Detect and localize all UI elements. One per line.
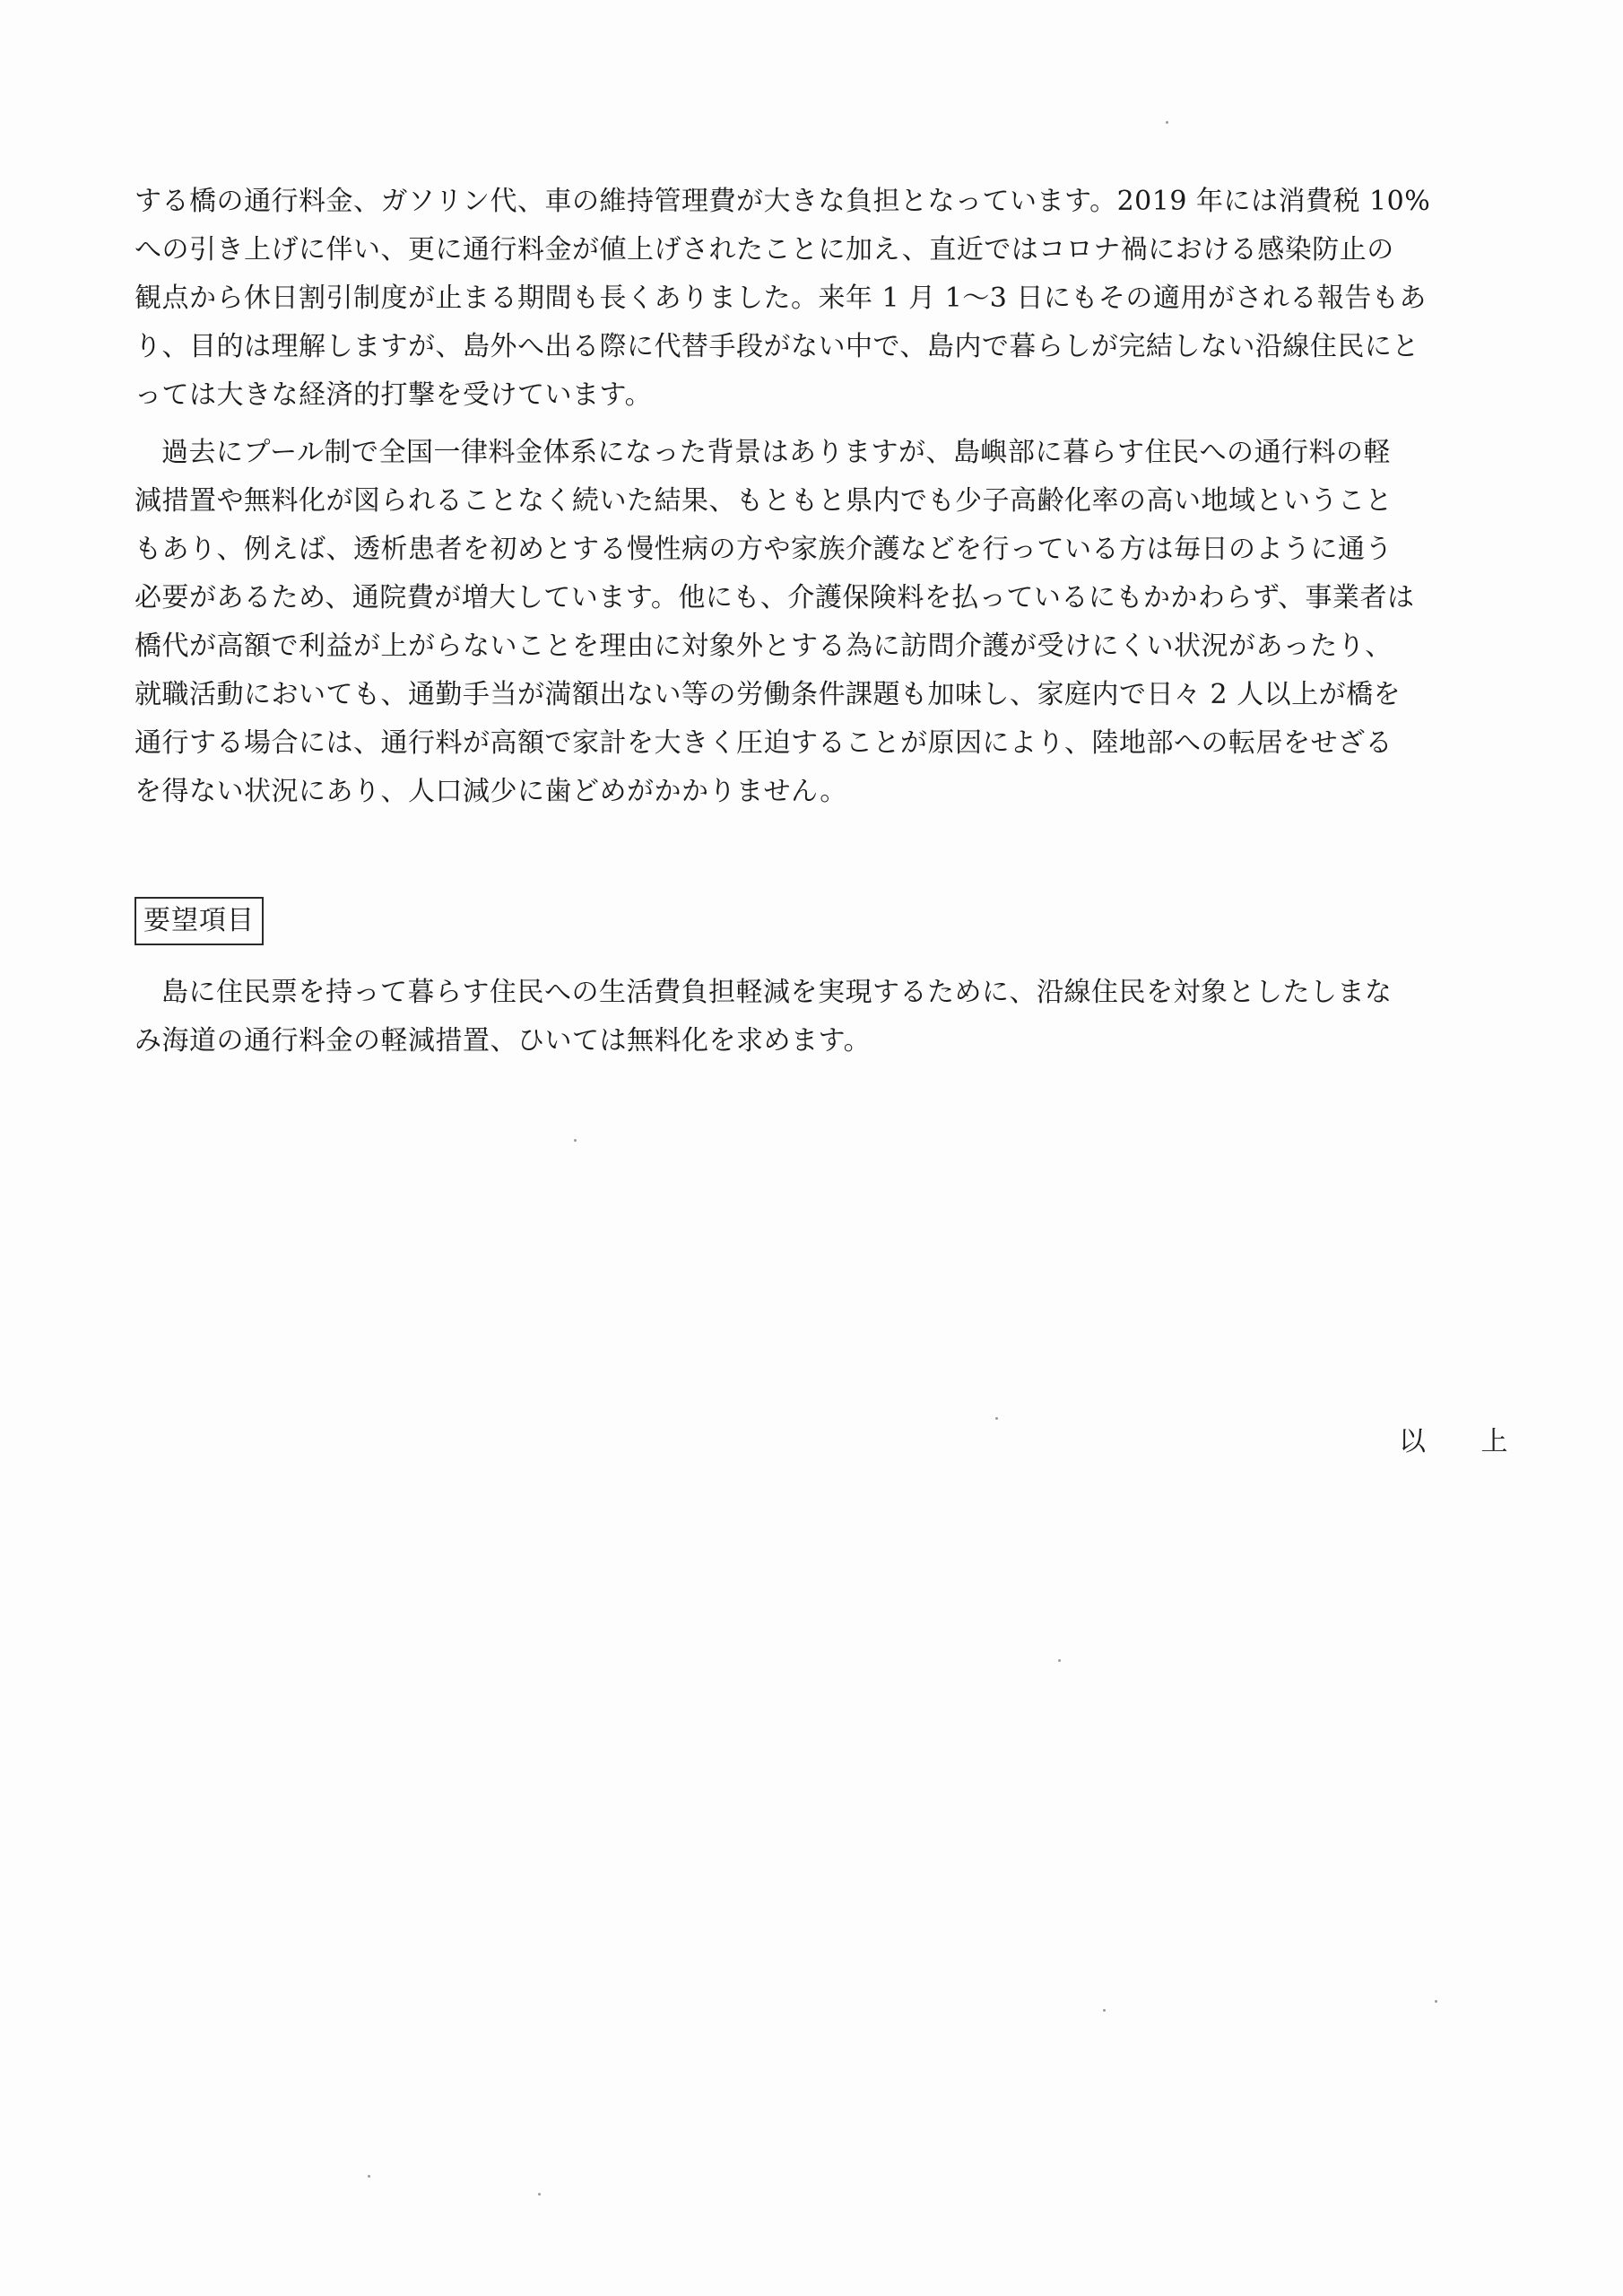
paragraph-line: もあり、例えば、透析患者を初めとする慢性病の方や家族介護などを行っている方は毎日のように通う: [135, 534, 1393, 565]
paragraph-line: への引き上げに伴い、更に通行料金が値上げされたことに加え、直近ではコロナ禍における感染防止の: [135, 234, 1394, 265]
paragraph-line: 就職活動においても、通勤手当が満額出ない等の労働条件課題も加味し、家庭内で日々 2 人以上が橋を: [135, 679, 1402, 710]
paragraph-line: 過去にプール制で全国一律料金体系になった背景はありますが、島嶼部に暮らす住民への通行料の軽: [161, 437, 1391, 468]
scan-speck: [995, 1417, 998, 1420]
paragraph-line: り、目的は理解しますが、島外へ出る際に代替手段がない中で、島内で暮らしが完結しない沿線住民にと: [135, 331, 1419, 362]
paragraph-line: 観点から休日割引制度が止まる期間も長くありました。来年 1 月 1～3 日にもその適用がされる報告もあ: [135, 283, 1427, 314]
paragraph-line: 島に住民票を持って暮らす住民への生活費負担軽減を実現するために、沿線住民を対象としたしまな: [161, 977, 1393, 1008]
scan-speck: [1058, 1659, 1061, 1662]
scan-speck: [1103, 2009, 1106, 2012]
paragraph-line: を得ない状況にあり、人口減少に歯どめがかかりません。: [135, 776, 847, 807]
scan-speck: [1166, 121, 1168, 124]
paragraph-line: 通行する場合には、通行料が高額で家計を大きく圧迫することが原因により、陸地部への転居をせざる: [135, 727, 1393, 759]
paragraph-line: み海道の通行料金の軽減措置、ひいては無料化を求めます。: [135, 1025, 872, 1057]
body-paragraph-2: [135, 429, 1488, 816]
closing-mark: 以 上: [1399, 1426, 1532, 1457]
paragraph-line: っては大きな経済的打撃を受けています。: [135, 379, 653, 411]
scan-speck: [1435, 2000, 1437, 2003]
scan-speck: [368, 2175, 370, 2178]
section-heading: 要望項目: [135, 897, 264, 945]
paragraph-line: 減措置や無料化が図られることなく続いた結果、もともと県内でも少子高齢化率の高い地域ということ: [135, 485, 1393, 517]
scan-speck: [538, 2193, 541, 2196]
scan-speck: [574, 1139, 577, 1142]
paragraph-line: 必要があるため、通院費が増大しています。他にも、介護保険料を払っているにもかかわらず、事業者は: [135, 582, 1415, 613]
paragraph-line: する橋の通行料金、ガソリン代、車の維持管理費が大きな負担となっています。2019 年には消費税 10%: [135, 186, 1431, 217]
body-paragraph-1: [135, 178, 1488, 420]
request-paragraph: [135, 969, 1488, 1065]
paragraph-line: 橋代が高額で利益が上がらないことを理由に対象外とする為に訪問介護が受けにくい状況があったり、: [135, 631, 1393, 662]
